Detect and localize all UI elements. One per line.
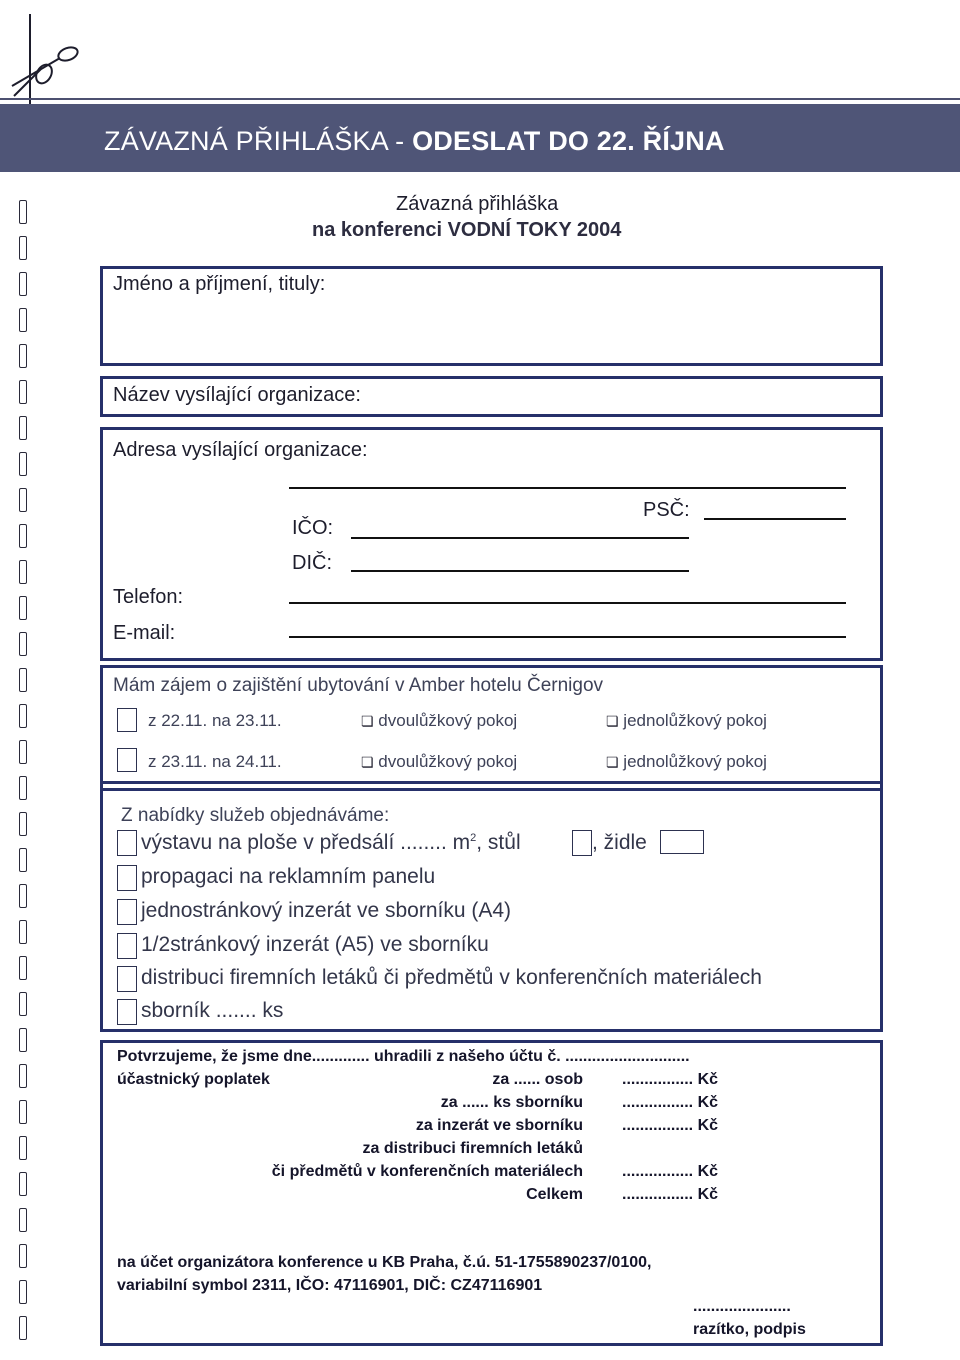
double-room-option[interactable]: ❏ dvoulůžkový pokoj <box>361 752 518 771</box>
org-name-label: Název vysílající organizace: <box>113 384 361 406</box>
perforation-mark <box>19 272 27 296</box>
dic-line[interactable] <box>351 570 689 572</box>
payment-line-label: či předmětů v konferenčních materiálech <box>271 1163 583 1180</box>
fee-label: účastnický poplatek <box>117 1071 270 1088</box>
email-label: E-mail: <box>113 622 176 644</box>
perforation-mark <box>19 956 27 980</box>
email-line[interactable] <box>289 636 846 638</box>
payment-line-label: za ...... ks sborníku <box>440 1094 583 1111</box>
service-item: distribuci firemních letáků či předmětů v konferenčních materiálech <box>141 966 762 989</box>
payment-line-label: za distribuci firemních letáků <box>362 1140 583 1157</box>
payment-line-label: za inzerát ve sborníku <box>415 1117 583 1134</box>
perforation-mark <box>19 776 27 800</box>
payment-confirmation: Potvrzujeme, že jsme dne............. uhradili z našeho účtu č. ............................ <box>117 1048 690 1065</box>
perforation-mark <box>19 884 27 908</box>
psc-line[interactable] <box>704 518 846 520</box>
perforation-mark <box>19 236 27 260</box>
header-banner <box>0 104 960 172</box>
divider <box>0 98 960 100</box>
perforation-mark <box>19 632 27 656</box>
service-item: propagaci na reklamním panelu <box>141 865 436 888</box>
perforation-mark <box>19 1316 27 1340</box>
perforation-mark <box>19 200 27 224</box>
perforation-mark <box>19 1280 27 1304</box>
phone-line[interactable] <box>289 602 846 604</box>
accommodation-date-checkbox[interactable] <box>117 748 137 772</box>
perforation-mark <box>19 524 27 548</box>
phone-label: Telefon: <box>113 586 184 608</box>
accommodation-dates: z 23.11. na 24.11. <box>148 752 282 771</box>
perforation-mark <box>19 1100 27 1124</box>
exhibit-service: výstavu na ploše v předsálí ........ $m^2$, stůl <box>141 831 521 854</box>
perforation-mark <box>19 452 27 476</box>
perforation-mark <box>19 1244 27 1268</box>
single-room-option[interactable]: ❏ jednolůžkový pokoj <box>606 711 767 730</box>
perforation-mark <box>19 560 27 584</box>
perforation-mark <box>19 596 27 620</box>
perforation-mark <box>19 920 27 944</box>
payment-line-amount: ................ Kč <box>622 1071 719 1088</box>
service-item: 1/2stránkový inzerát (A5) ve sborníku <box>141 933 489 956</box>
checkbox-icon: ❏ <box>361 754 374 770</box>
services-heading: Z nabídky služeb objednáváme: <box>121 805 390 826</box>
perforation-mark <box>19 488 27 512</box>
perforation-mark <box>19 308 27 332</box>
address-line[interactable] <box>289 487 846 489</box>
perforation-mark <box>19 1028 27 1052</box>
payment-line-amount: ................ Kč <box>622 1117 719 1134</box>
table-checkbox[interactable] <box>572 830 592 856</box>
org-address-box <box>100 427 883 661</box>
service-checkbox[interactable] <box>117 966 137 992</box>
perforation-mark <box>19 704 27 728</box>
service-checkbox[interactable] <box>117 899 137 925</box>
name-field[interactable] <box>100 266 883 366</box>
perforation-mark <box>19 992 27 1016</box>
service-item: sborník ....... ks <box>141 999 284 1022</box>
payment-line-amount: ................ Kč <box>622 1163 719 1180</box>
account-line-2: variabilní symbol 2311, IČO: 47116901, DIČ: CZ47116901 <box>117 1277 543 1294</box>
service-checkbox[interactable] <box>117 933 137 959</box>
payment-total-label: Celkem <box>526 1186 583 1203</box>
checkbox-icon: ❏ <box>606 713 619 729</box>
payment-total-amount: ................ Kč <box>622 1186 719 1203</box>
double-room-option[interactable]: ❏ dvoulůžkový pokoj <box>361 711 518 730</box>
ico-line[interactable] <box>351 537 689 539</box>
psc-label: PSČ: <box>643 499 690 521</box>
perforation-mark <box>19 1136 27 1160</box>
signature-label: razítko, podpis <box>693 1321 806 1338</box>
perforation-mark <box>19 1064 27 1088</box>
perforation-mark <box>19 812 27 836</box>
accommodation-date-checkbox[interactable] <box>117 708 137 732</box>
perforation-mark <box>19 416 27 440</box>
checkbox-icon: ❏ <box>361 713 374 729</box>
exhibit-checkbox[interactable] <box>117 830 137 856</box>
scissors-icon <box>8 10 80 110</box>
service-checkbox[interactable] <box>117 865 137 891</box>
chair-label: , židle <box>592 831 647 854</box>
perforation-mark <box>19 1208 27 1232</box>
name-label: Jméno a příjmení, tituly: <box>113 273 326 295</box>
perforation-mark <box>19 1172 27 1196</box>
dic-label: DIČ: <box>292 552 332 574</box>
perforation-mark <box>19 848 27 872</box>
account-line-1: na účet organizátora konference u KB Praha, č.ú. 51-1755890237/0100, <box>117 1254 652 1271</box>
payment-line-label: za ...... osob <box>492 1071 583 1088</box>
org-address-label: Adresa vysílající organizace: <box>113 439 368 461</box>
service-item: jednostránkový inzerát ve sborníku (A4) <box>141 899 512 922</box>
chair-count-input[interactable] <box>660 830 704 854</box>
single-room-option[interactable]: ❏ jednolůžkový pokoj <box>606 752 767 771</box>
form-subtitle-1: Závazná přihláška <box>396 193 559 215</box>
perforation-mark <box>19 380 27 404</box>
accommodation-heading: Mám zájem o zajištění ubytování v Amber hotelu Černigov <box>113 675 604 696</box>
accommodation-dates: z 22.11. na 23.11. <box>148 711 282 730</box>
perforation-mark <box>19 740 27 764</box>
signature-dots[interactable]: ...................... <box>693 1298 791 1315</box>
service-checkbox[interactable] <box>117 999 137 1025</box>
page-title: ZÁVAZNÁ PŘIHLÁŠKA - ODESLAT DO 22. ŘÍJNA <box>104 126 725 156</box>
form-subtitle-2: na konferenci VODNÍ TOKY 2004 <box>312 219 622 241</box>
ico-label: IČO: <box>292 517 334 539</box>
payment-line-amount: ................ Kč <box>622 1094 719 1111</box>
perforation-mark <box>19 344 27 368</box>
checkbox-icon: ❏ <box>606 754 619 770</box>
perforation-mark <box>19 668 27 692</box>
